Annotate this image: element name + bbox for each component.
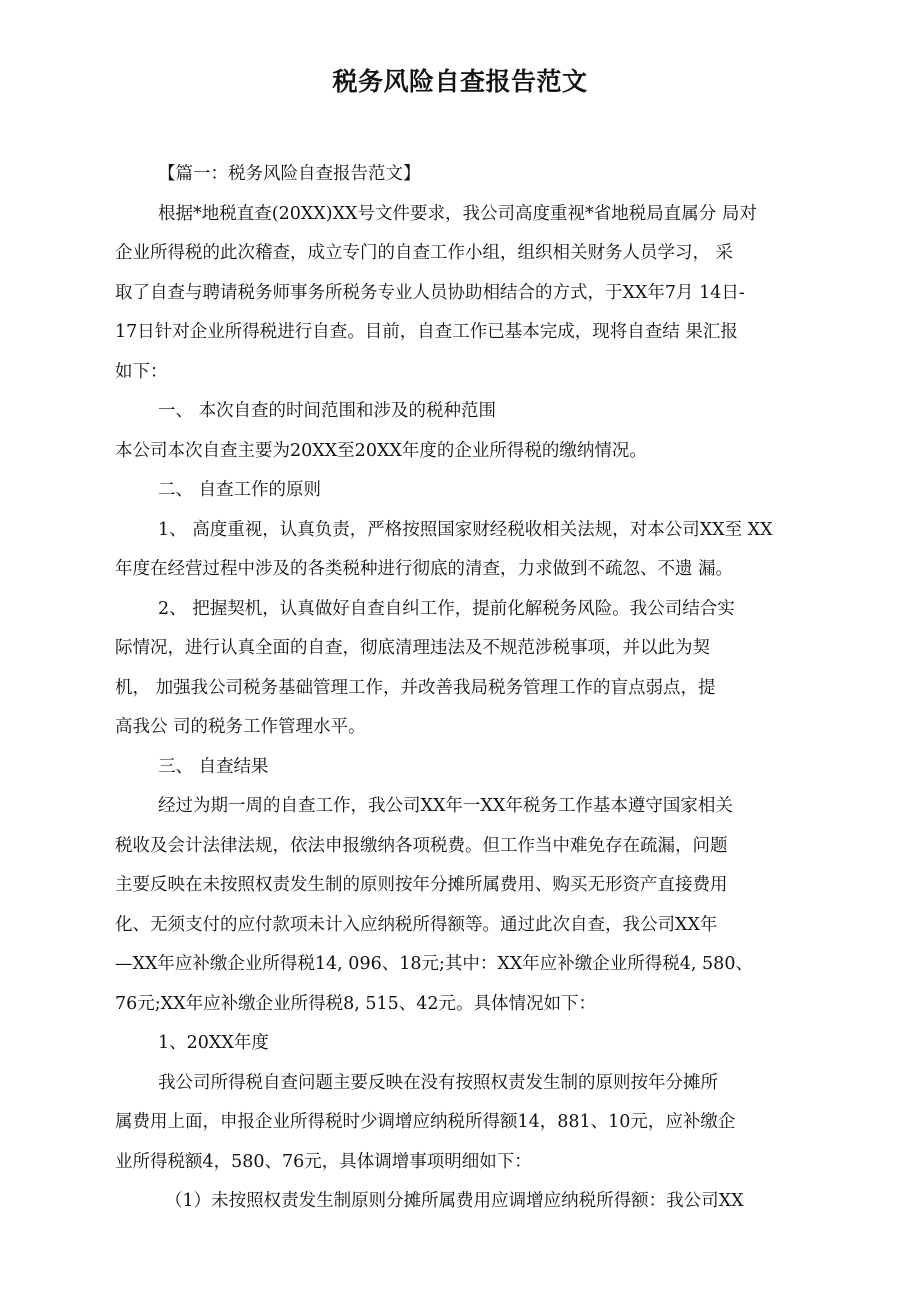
paragraph-line: 高我公 司的税务工作管理水平。 — [115, 717, 366, 737]
paragraph-line: 年度在经营过程中涉及的各类税种进行彻底的清查，力求做到不疏忽、不遗 漏。 — [115, 559, 734, 579]
paragraph-line: 17日针对企业所得税进行自查。目前，自查工作已基本完成，现将自查结 果汇报 — [115, 322, 738, 342]
paragraph-line: 机， 加强我公司税务基础管理工作，并改善我局税务管理工作的盲点弱点，提 — [115, 677, 716, 698]
document-body — [115, 155, 805, 1222]
section-heading: 【篇一：税务风险自查报告范文】 — [158, 164, 421, 184]
section-heading: 二、 自查工作的原则 — [158, 480, 322, 500]
paragraph-line: 经过为期一周的自查工作，我公司XX年一XX年税务工作基本遵守国家相关 — [158, 796, 733, 816]
subsection-heading: 1、20XX年度 — [158, 1033, 269, 1053]
paragraph-line: 主要反映在未按照权责发生制的原则按年分摊所属费用、购买无形资产直接费用 — [115, 875, 728, 895]
paragraph-line: 化、无须支付的应付款项未计入应纳税所得额等。通过此次自查，我公司XX年 — [115, 914, 718, 935]
paragraph-line: 1、 高度重视，认真负责，严格按照国家财经税收相关法规，对本公司XX至 XX — [158, 519, 773, 540]
page-title: 税务风险自查报告范文 — [332, 67, 588, 96]
paragraph-line: 我公司所得税自查问题主要反映在没有按照权责发生制的原则按年分摊所 — [158, 1072, 718, 1093]
paragraph-line: 2、 把握契机，认真做好自查自纠工作，提前化解税务风险。我公司结合实 — [158, 598, 735, 619]
paragraph-line: （1）未按照权责发生制原则分摊所属费用应调增应纳税所得额：我公司XX — [165, 1191, 744, 1211]
paragraph-line: 属费用上面，申报企业所得税时少调增应纳税所得额14，881、10元，应补缴企 — [115, 1112, 736, 1132]
paragraph-line: 本公司本次自查主要为20XX至20XX年度的企业所得税的缴纳情况。 — [115, 440, 647, 461]
paragraph-line: 业所得税额4，580、76元，具体调增事项明细如下： — [115, 1151, 532, 1172]
section-heading: 三、 自查结果 — [158, 756, 269, 777]
paragraph-line: 税收及会计法律法规，依法申报缴纳各项税费。但工作当中难免存在疏漏，问题 — [115, 835, 728, 856]
paragraph-line: 根据*地税直查(20XX)XX号文件要求，我公司高度重视*省地税局直属分 局对 — [158, 203, 757, 224]
paragraph-line: 76元;XX年应补缴企业所得税8, 515、42元。具体情况如下： — [115, 993, 597, 1014]
paragraph-line: 企业所得税的此次稽查，成立专门的自查工作小组，组织相关财务人员学习， 采 — [115, 243, 734, 263]
paragraph-line: —XX年应补缴企业所得税14, 096、18元;其中：XX年应补缴企业所得税4, 580、 — [115, 954, 753, 974]
paragraph-line: 取了自查与聘请税务师事务所税务专业人员协助相结合的方式，于XX年7月 14日- — [115, 282, 745, 303]
paragraph-line: 如下： — [115, 361, 168, 382]
paragraph-line: 际情况，进行认真全面的自查，彻底清理违法及不规范涉税事项，并以此为契 — [115, 638, 710, 658]
section-heading: 一、 本次自查的时间范围和涉及的税种范围 — [158, 401, 497, 421]
